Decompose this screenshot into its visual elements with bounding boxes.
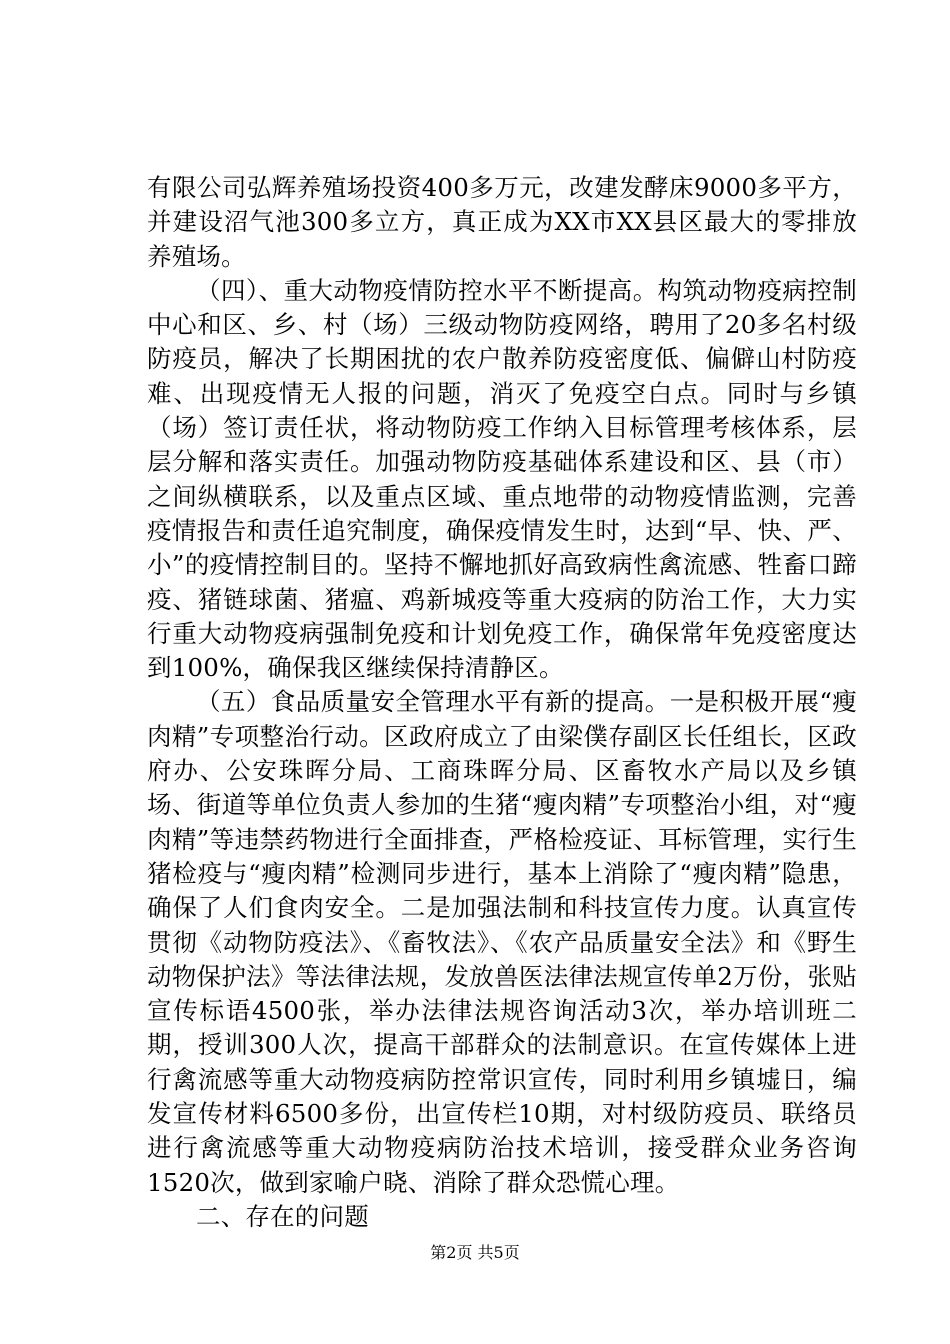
- page-footer: [0, 1243, 950, 1263]
- paragraph-section-five: （五）食品质量安全管理水平有新的提高。一是积极开展“瘦肉精”专项整治行动。区政府成立了由梁僕存副区长任组长，区政府办、公安珠晖分局、工商珠晖分局、区畜牧水产局以及乡镇场、街道等单位负责人参加的生猪“瘦肉精”专项整治小组，对“瘦肉精”等违禁药物进行全面排查，严格检疫证、耳标管理，实行生猪检疫与“瘦肉精”检测同步进行，基本上消除了“瘦肉精”隐患，确保了人们食肉安全。二是加强法制和科技宣传力度。认真宣传贯彻《动物防疫法》、《畜牧法》、《农产品质量安全法》和《野生动物保护法》等法律法规，发放兽医法律法规宣传单2万份，张贴宣传标语4500张，举办法律法规咨询活动3次，举办培训班二期，授训300人次，提高干部群众的法制意识。在宣传媒体上进行禽流感等重大动物疫病防控常识宣传，同时利用乡镇墟日，编发宣传材料6500多份，出宣传栏10期，对村级防疫员、联络员进行禽流感等重大动物疫病防治技术培训，接受群众业务咨询1520次，做到家喻户晓、消除了群众恐慌心理。: [147, 687, 857, 1197]
- page-number-label: 第2页 共5页: [430, 1243, 520, 1262]
- paragraph-section-four: （四）、重大动物疫情防控水平不断提高。构筑动物疫病控制中心和区、乡、村（场）三级动物防疫网络，聘用了20多名村级防疫员，解决了长期困扰的农户散养防疫密度低、偏僻山村防疫难、出现疫情无人报的问题，消灭了免疫空白点。同时与乡镇（场）签订责任状，将动物防疫工作纳入目标管理考核体系，层层分解和落实责任。加强动物防疫基础体系建设和区、县（市）之间纵横联系，以及重点区域、重点地带的动物疫情监测，完善疫情报告和责任追究制度，确保疫情发生时，达到“早、快、严、小”的疫情控制目的。坚持不懈地抓好高致病性禽流感、牲畜口蹄疫、猪链球菌、猪瘟、鸡新城疫等重大疫病的防治工作，大力实行重大动物疫病强制免疫和计划免疫工作，确保常年免疫密度达到100%，确保我区继续保持清静区。: [147, 275, 857, 683]
- section-heading-problems: 二、存在的问题: [196, 1201, 369, 1231]
- document-body: [147, 171, 857, 1234]
- paragraph-continuation: 有限公司弘辉养殖场投资400多万元，改建发酵床9000多平方，并建设沼气池300多立方，真正成为XX市XX县区最大的零排放养殖场。: [147, 173, 857, 271]
